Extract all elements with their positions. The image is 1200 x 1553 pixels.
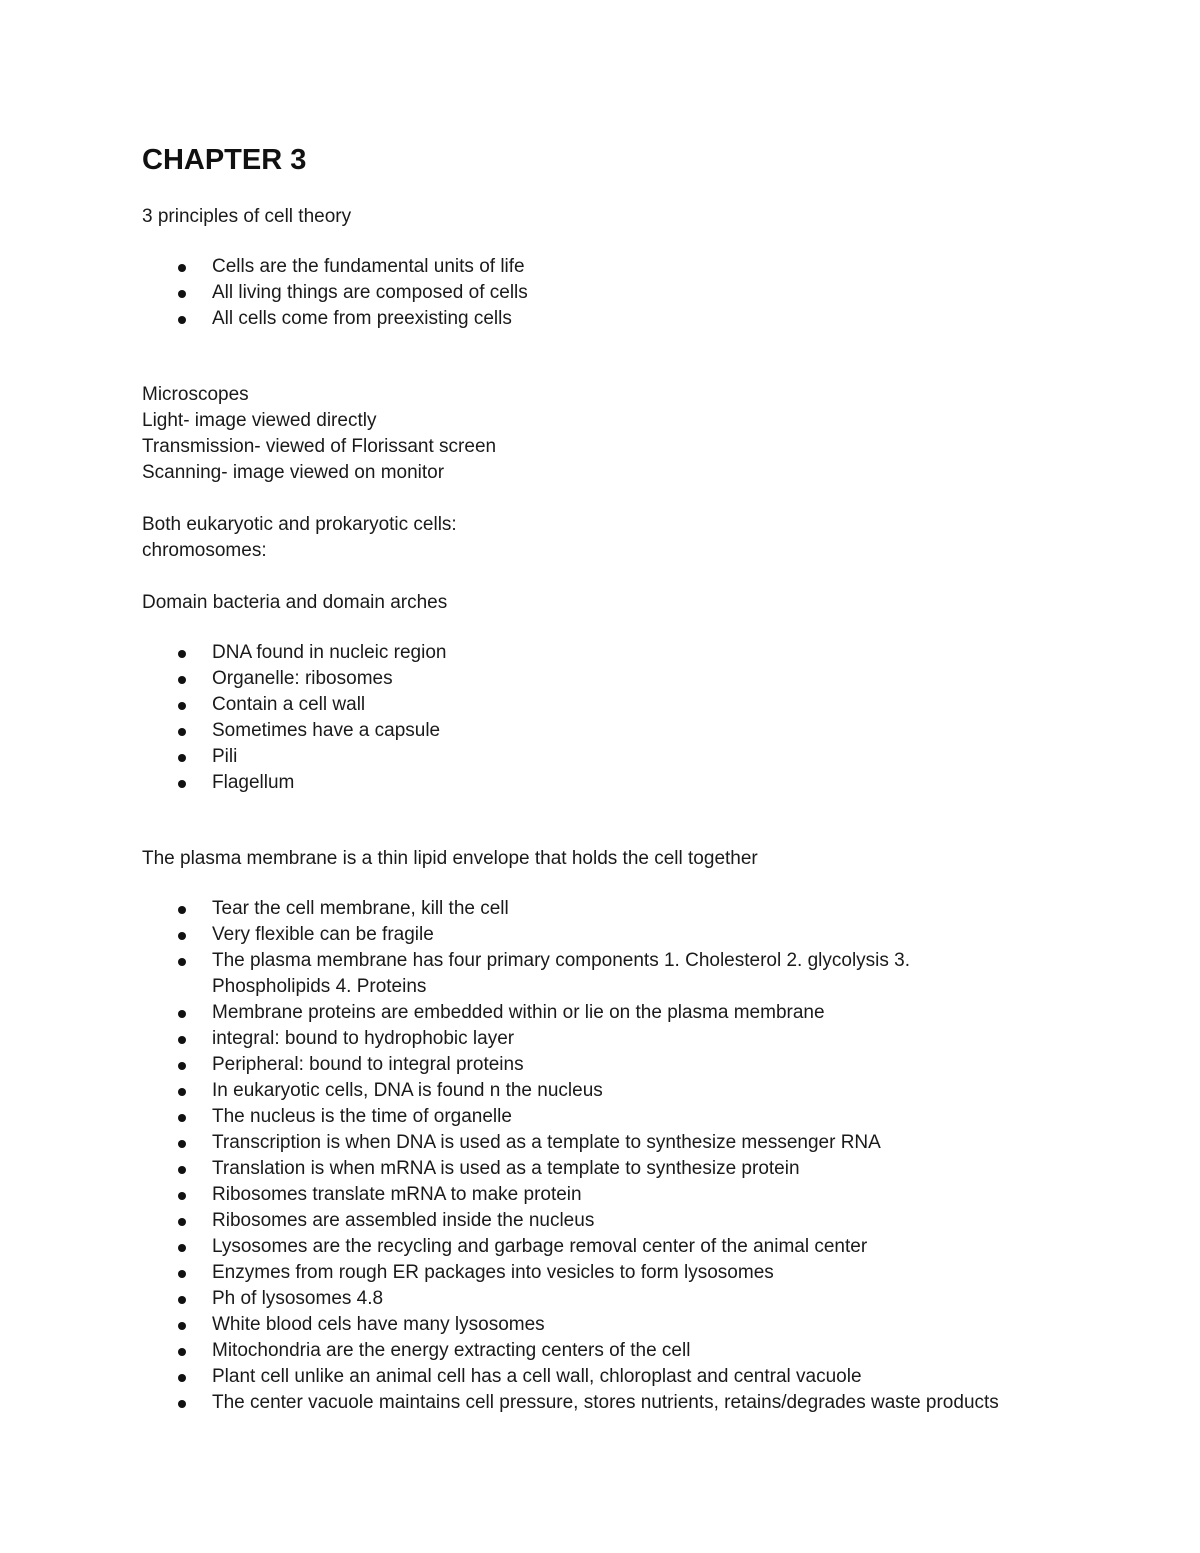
bullet-icon (178, 676, 186, 684)
cells-line: Both eukaryotic and prokaryotic cells: (142, 514, 457, 535)
list-item-text: The center vacuole maintains cell pressure, stores nutrients, retains/degrades waste products (212, 1392, 999, 1413)
list-item (142, 1260, 1102, 1286)
spacer (142, 332, 1102, 382)
list-item-text: Contain a cell wall (212, 694, 366, 715)
list-item-text: Cells are the fundamental units of life (212, 256, 525, 277)
list-item (142, 1338, 1102, 1364)
list-item-text: The nucleus is the time of organelle (212, 1106, 512, 1127)
list-item-text: Sometimes have a capsule (212, 720, 441, 741)
list-item-text: White blood cels have many lysosomes (212, 1314, 545, 1335)
chapter-title: CHAPTER 3 (142, 144, 307, 176)
list-item (142, 1182, 1102, 1208)
list-item (142, 1000, 1102, 1026)
list-item-text: integral: bound to hydrophobic layer (212, 1028, 515, 1049)
list-item (142, 1312, 1102, 1338)
bullet-icon (178, 1348, 186, 1356)
bullet-icon (178, 1192, 186, 1200)
list-item (142, 1130, 1102, 1156)
cell-theory-list (142, 254, 1102, 332)
list-item (142, 718, 1102, 744)
bullet-icon (178, 1010, 186, 1018)
list-item (142, 1390, 1102, 1416)
list-item-text: Enzymes from rough ER packages into vesicles to form lysosomes (212, 1262, 774, 1283)
bullet-icon (178, 1400, 186, 1408)
list-item (142, 306, 1102, 332)
bullet-icon (178, 1296, 186, 1304)
list-item-text: Ribosomes translate mRNA to make protein (212, 1184, 582, 1205)
list-item-text: DNA found in nucleic region (212, 642, 447, 663)
list-item (142, 948, 1102, 1000)
bullet-icon (178, 1322, 186, 1330)
microscopes-line: Transmission- viewed of Florissant screen (142, 436, 497, 457)
bullet-icon (178, 1218, 186, 1226)
list-item-text: Membrane proteins are embedded within or lie on the plasma membrane (212, 1002, 825, 1023)
spacer (142, 230, 1102, 254)
list-item-text: All cells come from preexisting cells (212, 308, 512, 329)
list-item (142, 1104, 1102, 1130)
bullet-icon (178, 906, 186, 914)
list-item-text: Translation is when mRNA is used as a template to synthesize protein (212, 1158, 800, 1179)
domain-list (142, 640, 1102, 796)
list-item-text: Very flexible can be fragile (212, 924, 434, 945)
list-item-text: Lysosomes are the recycling and garbage removal center of the animal center (212, 1236, 868, 1257)
list-item (142, 896, 1102, 922)
list-item (142, 666, 1102, 692)
bullet-icon (178, 728, 186, 736)
list-item (142, 770, 1102, 796)
list-item (142, 254, 1102, 280)
bullet-icon (178, 650, 186, 658)
spacer (142, 796, 1102, 846)
bullet-icon (178, 1036, 186, 1044)
bullet-icon (178, 1374, 186, 1382)
list-item (142, 1078, 1102, 1104)
list-item-text: Mitochondria are the energy extracting centers of the cell (212, 1340, 691, 1361)
list-item-text: Transcription is when DNA is used as a template to synthesize messenger RNA (212, 1132, 881, 1153)
microscopes-heading: Microscopes (142, 384, 249, 405)
list-item (142, 640, 1102, 666)
list-item-text: Plant cell unlike an animal cell has a cell wall, chloroplast and central vacuole (212, 1366, 862, 1387)
domain-heading: Domain bacteria and domain arches (142, 592, 448, 613)
list-item-text: Peripheral: bound to integral proteins (212, 1054, 524, 1075)
spacer (142, 564, 1102, 590)
spacer (142, 180, 1102, 204)
list-item (142, 280, 1102, 306)
list-item (142, 1286, 1102, 1312)
list-item-text: In eukaryotic cells, DNA is found n the nucleus (212, 1080, 603, 1101)
list-item (142, 1026, 1102, 1052)
list-item (142, 1208, 1102, 1234)
cell-theory-heading: 3 principles of cell theory (142, 206, 352, 227)
list-item-text: Flagellum (212, 772, 295, 793)
list-item (142, 692, 1102, 718)
bullet-icon (178, 1140, 186, 1148)
bullet-icon (178, 958, 186, 966)
list-item-text: Ribosomes are assembled inside the nucleus (212, 1210, 595, 1231)
list-item-text: All living things are composed of cells (212, 282, 528, 303)
plasma-membrane-list (142, 896, 1102, 1416)
chromosomes-line: chromosomes: (142, 540, 267, 561)
bullet-icon (178, 290, 186, 298)
bullet-icon (178, 1166, 186, 1174)
list-item (142, 744, 1102, 770)
list-item (142, 1364, 1102, 1390)
bullet-icon (178, 1062, 186, 1070)
list-item-text: Pili (212, 746, 238, 767)
bullet-icon (178, 316, 186, 324)
bullet-icon (178, 1114, 186, 1122)
list-item (142, 1234, 1102, 1260)
microscopes-line: Scanning- image viewed on monitor (142, 462, 445, 483)
bullet-icon (178, 1244, 186, 1252)
bullet-icon (178, 780, 186, 788)
list-item-text: Tear the cell membrane, kill the cell (212, 898, 509, 919)
spacer (142, 616, 1102, 640)
list-item (142, 1052, 1102, 1078)
microscopes-line: Light- image viewed directly (142, 410, 377, 431)
bullet-icon (178, 1270, 186, 1278)
bullet-icon (178, 932, 186, 940)
bullet-icon (178, 1088, 186, 1096)
list-item (142, 1156, 1102, 1182)
spacer (142, 872, 1102, 896)
bullet-icon (178, 754, 186, 762)
spacer (142, 486, 1102, 512)
list-item-text: Ph of lysosomes 4.8 (212, 1288, 384, 1309)
bullet-icon (178, 264, 186, 272)
plasma-membrane-heading: The plasma membrane is a thin lipid envelope that holds the cell together (142, 848, 758, 869)
list-item-text: The plasma membrane has four primary components 1. Cholesterol 2. glycolysis 3. Phospholipids 4. Proteins (212, 950, 911, 997)
list-item (142, 922, 1102, 948)
bullet-icon (178, 702, 186, 710)
list-item-text: Organelle: ribosomes (212, 668, 393, 689)
document-page (142, 140, 1102, 1416)
